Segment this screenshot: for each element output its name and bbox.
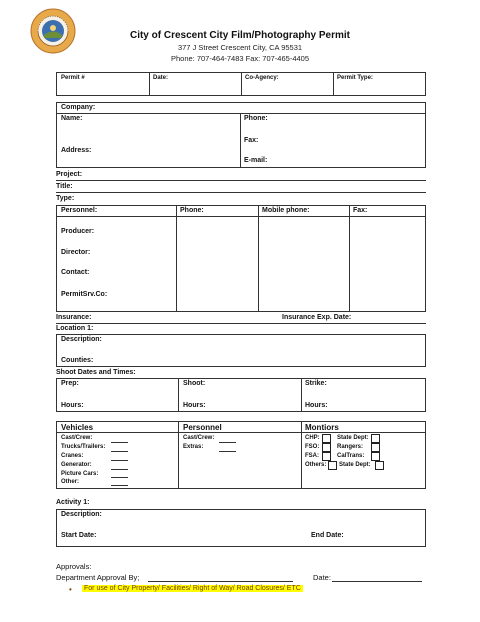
personnel-table (56, 205, 426, 312)
vehicle-generator-line[interactable] (111, 469, 128, 470)
monitor-state-dept-2-checkbox[interactable] (375, 461, 384, 470)
prep-hours-label: Hours: (61, 402, 84, 409)
footnote-text: For use of City Property/ Facilities/ Right of Way/ Road Closures/ ETC (84, 585, 301, 592)
monitor-state-dept-label: State Dept: (337, 435, 369, 441)
permit-date-label: Date: (153, 75, 169, 81)
counties-label: Counties: (61, 357, 94, 364)
phone-header: Phone: (180, 207, 204, 214)
vehicle-picture-cars-label: Picture Cars: (61, 471, 99, 477)
activity-box (56, 509, 426, 547)
monitor-chp-checkbox[interactable] (322, 434, 331, 443)
vehicle-other-line[interactable] (111, 485, 128, 486)
vehicle-other-label: Other: (61, 479, 79, 485)
co-agency-label: Co-Agency: (245, 75, 279, 81)
name-label: Name: (61, 115, 83, 122)
company-fax-label: Fax: (244, 137, 259, 144)
company-label: Company: (61, 104, 96, 111)
vehicle-cranes-label: Cranes: (61, 453, 84, 459)
footnote-bullet: • (69, 585, 72, 594)
vehicles-heading: Vehicles (61, 423, 94, 432)
vehicle-cast-crew-line[interactable] (111, 442, 128, 443)
monitor-fsa-checkbox[interactable] (322, 452, 331, 461)
page-title: City of Crescent City Film/Photography Permit (129, 30, 351, 41)
start-date-label: Start Date: (61, 532, 97, 539)
producer-label: Producer: (61, 228, 95, 235)
end-date-label: End Date: (311, 532, 344, 539)
personnel-header: Personnel: (61, 207, 98, 214)
monitor-state-dept-2-label: State Dept: (339, 462, 371, 468)
project-label: Project: (56, 171, 83, 178)
location-heading: Location 1: (56, 325, 94, 332)
personnel-extras-label: Extras: (183, 444, 204, 450)
type-label: Type: (56, 195, 75, 202)
permit-type-label: Permit Type: (337, 75, 373, 81)
monitor-fso-label: FSO: (305, 444, 320, 450)
email-label: E-mail: (244, 157, 268, 164)
department-approval-line[interactable] (148, 581, 293, 582)
shoot-label: Shoot: (183, 380, 206, 387)
permit-number-label: Permit # (61, 75, 85, 81)
vehicle-cranes-line[interactable] (111, 460, 128, 461)
personnel-cast-crew-label: Cast/Crew: (183, 435, 215, 441)
location-box (56, 334, 426, 367)
fax-header: Fax: (353, 207, 368, 214)
personnel-cast-crew-line[interactable] (219, 442, 236, 443)
prep-label: Prep: (61, 380, 79, 387)
monitor-state-dept-checkbox[interactable] (371, 434, 380, 443)
vehicle-trucks-line[interactable] (111, 451, 128, 452)
mobile-phone-header: Mobile phone: (262, 207, 310, 214)
monitor-fsa-label: FSA: (305, 453, 319, 459)
monitor-others-label: Others: (305, 462, 327, 468)
shoot-dates-box (56, 378, 426, 412)
company-box (56, 102, 426, 168)
city-phone-fax: Phone: 707-464-7483 Fax: 707-465-4405 (170, 54, 310, 63)
vehicle-trucks-label: Trucks/Trailers: (61, 444, 106, 450)
strike-label: Strike: (305, 380, 327, 387)
monitor-caltrans-checkbox[interactable] (371, 452, 380, 461)
director-label: Director: (61, 249, 91, 256)
department-approval-label: Department Approval By; (56, 573, 140, 582)
permit-service-label: PermitSrv.Co: (61, 291, 108, 298)
monitor-rangers-checkbox[interactable] (371, 443, 380, 452)
monitor-caltrans-label: CalTrans: (337, 453, 365, 459)
company-address-label: Address: (61, 147, 92, 154)
location-description-label: Description: (61, 336, 102, 343)
company-phone-label: Phone: (244, 115, 268, 122)
monitors-heading: Montiors (305, 423, 339, 432)
insurance-exp-label: Insurance Exp. Date: (282, 314, 352, 321)
shoot-dates-heading: Shoot Dates and Times: (56, 369, 136, 376)
insurance-label: Insurance: (56, 314, 92, 321)
monitor-others-checkbox[interactable] (328, 461, 337, 470)
personnel-extras-line[interactable] (219, 451, 236, 452)
monitor-chp-label: CHP: (305, 435, 320, 441)
monitor-rangers-label: Rangers: (337, 444, 364, 450)
approvals-label: Approvals: (56, 562, 92, 571)
vehicle-cast-crew-label: Cast/Crew: (61, 435, 93, 441)
personnel-heading: Personnel (183, 423, 222, 432)
city-address: 377 J Street Crescent City, CA 95531 (177, 43, 303, 52)
approval-date-line[interactable] (332, 581, 422, 582)
activity-heading: Activity 1: (56, 499, 90, 506)
monitor-fso-checkbox[interactable] (322, 443, 331, 452)
vehicle-generator-label: Generator: (61, 462, 92, 468)
strike-hours-label: Hours: (305, 402, 328, 409)
contact-label: Contact: (61, 269, 90, 276)
shoot-hours-label: Hours: (183, 402, 206, 409)
activity-description-label: Description: (61, 511, 102, 518)
title-label: Title: (56, 183, 73, 190)
approval-date-label: Date: (313, 573, 331, 582)
vehicle-picture-cars-line[interactable] (111, 477, 128, 478)
